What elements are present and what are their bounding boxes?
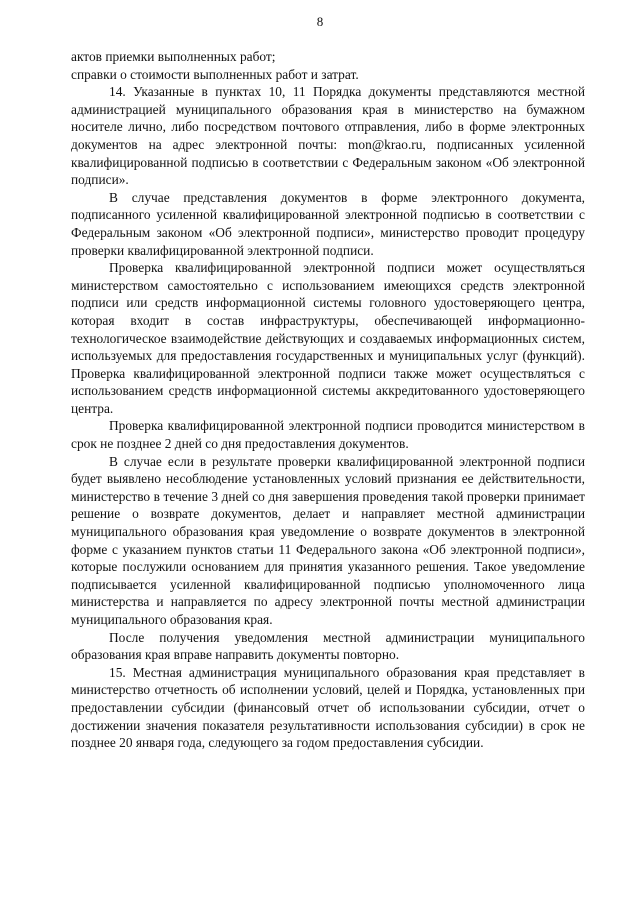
paragraph-14: 14. Указанные в пунктах 10, 11 Порядка документы представляются местной администрацией муниципального образования края в министерство на бумажном носителе лично, либо посредством почтового отправления, либо в форме электронных документов на адрес электронной почты: mon@krao.ru, подписанных усиленной квалифицированной подписью в соответствии с Федеральным законом «Об электронной подписи».	[71, 84, 585, 188]
document-body	[71, 48, 585, 752]
list-item-cost-certificate: справки о стоимости выполненных работ и затрат.	[71, 66, 359, 82]
page-number: 8	[316, 14, 324, 29]
paragraph-electronic-submission: В случае представления документов в форме электронного документа, подписанного усиленной квалифицированной электронной подписью в соответствии с Федеральным законом «Об электронной подписи», министерство проводит процедуру проверки квалифицированной электронной подписи.	[71, 189, 585, 258]
paragraph-signature-check-deadline: Проверка квалифицированной электронной подписи проводится министерством в срок не позднее 2 дней со дня предоставления документов.	[71, 418, 585, 452]
paragraph-return-notice: В случае если в результате проверки квалифицированной электронной подписи будет выявлено несоблюдение установленных условий признания ее действительности, министерство в течение 3 дней со дня завершения проведения такой проверки принимает решение о возврате документов, делает и направляет местной администрации муниципального образования края уведомление о возврате документов в электронной форме с указанием пунктов статьи 11 Федерального закона «Об электронной подписи», которые послужили основанием для принятия указанного решения. Такое уведомление подписывается усиленной квалифицированной подписью уполномоченного лица министерства и направляется по адресу электронной почты местной администрации муниципального образования края.	[71, 453, 585, 627]
paragraph-signature-check-method: Проверка квалифицированной электронной подписи может осуществляться министерством самостоятельно с использованием имеющихся средств электронной подписи или средств информационной системы головного удостоверяющего центра, которая входит в состав инфраструктуры, обеспечивающей информационно-технологическое взаимодействие действующих и создаваемых информационных систем, используемых для предоставления государственных и муниципальных услуг (функций). Проверка квалифицированной электронной подписи также может осуществляться с использованием средств информационной системы аккредитованного удостоверяющего центра.	[71, 260, 585, 416]
paragraph-resubmission: После получения уведомления местной администрации муниципального образования края вправе направить документы повторно.	[71, 629, 585, 663]
list-item-acts: актов приемки выполненных работ;	[71, 49, 276, 64]
paragraph-15: 15. Местная администрация муниципального образования края представляет в министерство отчетность об исполнении условий, целей и Порядка, установленных при предоставлении субсидии (финансовый отчет об использовании субсидии, отчет о достижении значения показателя результативности использования субсидии) в срок не позднее 20 января года, следующего за годом предоставления субсидии.	[71, 664, 585, 751]
